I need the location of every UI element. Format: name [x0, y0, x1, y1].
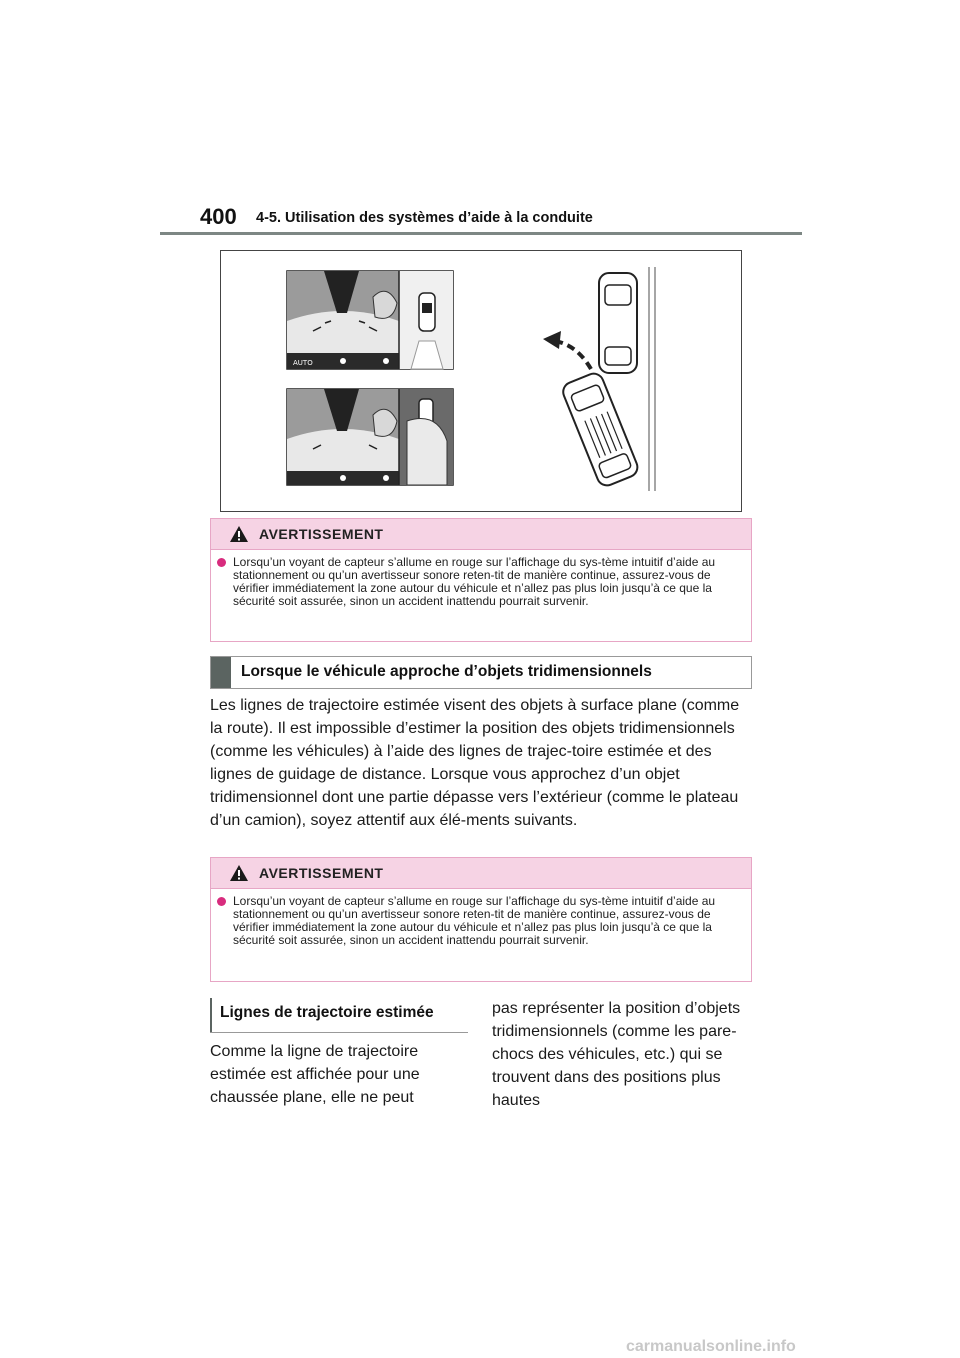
warning-header: [211, 858, 751, 889]
bullet-icon: [217, 558, 226, 567]
header-rule: [160, 232, 802, 235]
bullet-icon: [217, 897, 226, 906]
subheading-text: Lignes de trajectoire estimée: [220, 1004, 434, 1021]
parked-car: [599, 273, 637, 373]
body-paragraph: Les lignes de trajectoire estimée visent des objets à surface plane (comme la route). Il est impossible d’estimer la position des objets tridimensionnels (comme les véhicules) à l’aide des lignes de trajec-toire estimée et des lignes de guidage de distance. Lorsque vous approchez d’un objet tridimensionnel dont une partie dépasse vers l’extérieur (comme le plateau d’un camion), soyez attentif aux élé-ments suivants.: [210, 697, 740, 829]
warning-text: Lorsqu’un voyant de capteur s’allume en rouge sur l’affichage du sys-tème intuitif d’aide au stationnement ou qu’un avertisseur sonore reten-tit de manière continue, assurez-vous de vérifier immédiatement la zone autour du véhicule et n’allez pas plus loin jusqu’à ce que la sécurité soit assurée, sinon un accident inattendu pourrait survenir.: [233, 894, 716, 947]
watermark: carmanualsonline.info: [626, 1338, 796, 1355]
warning-box-2: [210, 857, 752, 982]
reversing-car: [560, 371, 640, 489]
subheading-text: Lorsque le véhicule approche d’objets tridimensionnels: [241, 663, 652, 680]
warning-box-1: [210, 518, 752, 642]
trajectory-arrow: [543, 331, 591, 369]
column-right-text: pas représenter la position d’objets tridimensionnels (comme les pare-chocs des véhicules, etc.) qui se trouvent dans des positions plus hautes: [492, 1000, 741, 1109]
warning-triangle-icon: [229, 864, 249, 882]
warning-triangle-icon: [229, 525, 249, 543]
column-left-text: Comme la ligne de trajectoire estimée est affichée pour une chaussée plane, elle ne peut: [210, 1043, 420, 1106]
warning-title: AVERTISSEMENT: [259, 526, 384, 542]
illustration: [220, 250, 742, 512]
warning-text: Lorsqu’un voyant de capteur s’allume en rouge sur l’affichage du sys-tème intuitif d’aide au stationnement ou qu’un avertisseur sonore reten-tit de manière continue, assurez-vous de vérifier immédiatement la zone autour du véhicule et n’allez pas plus loin jusqu’à ce que la sécurité soit assurée, sinon un accident inattendu pourrait survenir.: [233, 555, 716, 608]
warning-header: [211, 519, 751, 550]
camera-screen-bottom: [287, 389, 453, 485]
section-title: 4-5. Utilisation des systèmes d’aide à la conduite: [256, 210, 593, 226]
subheading: [210, 656, 752, 689]
warning-title: AVERTISSEMENT: [259, 865, 384, 881]
page-number: 400: [200, 204, 237, 229]
page-header: [160, 200, 800, 236]
camera-screen-top: [287, 271, 453, 369]
subheading-bar: [210, 998, 212, 1032]
subheading-2: [210, 998, 468, 1033]
auto-label: AUTO: [293, 359, 313, 367]
subheading-bar: [211, 657, 231, 688]
